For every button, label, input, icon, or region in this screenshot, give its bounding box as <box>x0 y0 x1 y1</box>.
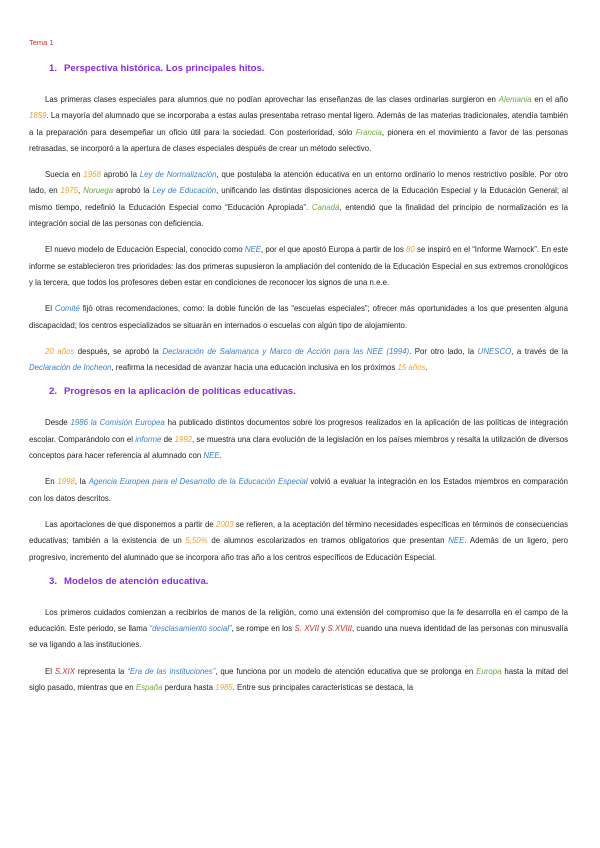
text-run: aprobó la <box>113 186 153 196</box>
text-run: hasta la mitad del siglo pasado, mientras que en <box>29 666 568 693</box>
topic-label: Tema 1 <box>29 38 54 47</box>
document-body <box>29 63 568 696</box>
text-run: . <box>219 451 222 461</box>
text-run: se inspiró en el “Informe Warnock”. En este informe se establecieron tres prioridades: las dos primeras supusieron la ampliación del contenido de la Educación Especial en sus extremos cronológicos y la tercera, que todos los profesores deben estar en condiciones de reconocer los signos de una n.e.e. <box>29 245 569 287</box>
highlighted-term: “desclasamiento social” <box>149 624 232 634</box>
paragraph <box>29 92 568 157</box>
paragraph <box>29 517 568 566</box>
highlighted-term: 2003 <box>215 519 234 529</box>
text-run: volvió a evaluar la integración en los Estados miembros en comparación con los datos descritos. <box>29 477 569 503</box>
text-run: y <box>319 624 328 634</box>
text-run: Desde <box>45 418 71 428</box>
highlighted-term: Alemania <box>498 95 532 104</box>
highlighted-term: S. XVII <box>294 624 320 634</box>
section-heading <box>49 63 568 74</box>
text-run: , la <box>74 477 89 487</box>
text-run: , que postulaba la atención educativa en un entorno ordinario lo menos restrictivo posible. Por otro lado, en <box>29 170 568 196</box>
highlighted-term: Canadá <box>311 202 340 212</box>
highlighted-term: 1968 <box>83 170 101 180</box>
text-run: Las aportaciones de que disponemos a partir de <box>45 519 216 529</box>
text-run: . Además de un ligero, pero progresivo, incremento del alumnado que se incorpora año tras año a los centros específicos de Educación Especial. <box>29 536 568 562</box>
text-run: ha publicado distintos documentos sobre los progresos realizados en la aplicación de las políticas de integración escolar. Comparándolo con el <box>29 418 569 444</box>
highlighted-term: Europa <box>476 666 502 676</box>
section-number: 1. <box>49 63 58 74</box>
text-run: aprobó la <box>100 170 140 180</box>
text-run: Las primeras clases especiales para alumnos que no podían aprovechar las enseñanzas de las clases ordinarias surgieron en <box>45 95 499 104</box>
text-run: , <box>77 186 84 196</box>
text-run: , se muestra una clara evolución de la legislación en los países miembros y resalta la utilización de diversos conceptos para hacer referencia al alumnado con <box>29 434 568 461</box>
text-run: , cuando una nueva identidad de las personas con minusvalía se va ligando a las instituciones. <box>29 624 568 650</box>
highlighted-term: 1998 <box>57 477 75 487</box>
highlighted-term: Noruega <box>83 186 114 196</box>
text-run: . <box>425 363 428 373</box>
text-run: , se rompe en los <box>231 624 295 634</box>
text-run: , entendió que la finalidad del principio de normalización es la integración social de las personas con deficiencia. <box>29 202 568 229</box>
section-number: 3. <box>49 575 58 587</box>
paragraph <box>29 605 568 654</box>
paragraph <box>29 301 568 334</box>
text-run: . Por otro lado, la <box>409 346 478 356</box>
highlighted-term: “Era de las instituciones” <box>127 666 216 676</box>
text-run: , pionera en el movimiento a favor de las personas retrasadas, se incorporó a la apertura de clases especiales después de crear un método selectivo. <box>29 127 568 153</box>
text-run: , a través de la <box>511 346 568 356</box>
highlighted-term: Ley de Educación <box>152 186 217 196</box>
section-title: Progresos en la aplicación de políticas educativas. <box>64 386 296 398</box>
highlighted-term: S.XIX <box>54 666 75 676</box>
highlighted-term: NEE <box>203 451 220 461</box>
highlighted-term: Comité <box>54 304 80 314</box>
text-run: , que funciona por un modelo de atención educativa que se prolonga en <box>215 666 477 676</box>
text-run: Los primeros cuidados comienzan a recibirlos de manos de la religión, como una extensión del compromiso que la fe desarrolla en el campo de la educación. Este periodo, se llama <box>29 607 568 634</box>
highlighted-term: UNESCO <box>477 346 512 356</box>
text-run: . La mayoría del alumnado que se incorporaba a estas aulas presentaba retraso mental ligero. Además de las materias tradicionales, atendía también a la preparación para desempeñar un oficio útil para la sociedad. Con posterioridad, sólo <box>29 111 568 137</box>
text-run: , por el que apostó Europa a partir de los <box>260 245 406 255</box>
text-run: Suecia en <box>45 170 84 180</box>
highlighted-term: 1859 <box>29 111 47 121</box>
highlighted-term: Francia <box>355 127 382 137</box>
text-run: se refieren, a la aceptación del término necesidades específicas en términos de consecuencias educativas; también a la existencia de un <box>29 519 568 546</box>
highlighted-term: 1992 <box>174 434 192 444</box>
text-run: perdura hasta <box>162 683 216 693</box>
text-run: de alumnos escolarizados en tramos obligatorios que presentan <box>207 536 449 546</box>
text-run: , reafirma la necesidad de avanzar hacia una educación inclusiva en los próximos <box>111 363 398 373</box>
highlighted-term: NEE <box>244 245 261 255</box>
highlighted-term: informe <box>135 434 162 444</box>
highlighted-term: 1986 la Comisión Europea <box>70 418 165 428</box>
text-run: El nuevo modelo de Educación Especial, conocido como <box>45 245 245 255</box>
text-run: En <box>45 477 58 487</box>
highlighted-term: 1985 <box>215 683 233 693</box>
paragraph <box>29 242 568 291</box>
highlighted-term: Declaración de Incheon <box>29 363 112 373</box>
paragraph <box>29 344 568 377</box>
section-heading <box>49 576 568 587</box>
highlighted-term: NEE <box>448 536 465 546</box>
highlighted-term: S.XVIII <box>327 624 352 634</box>
highlighted-term: 20 años <box>45 346 75 356</box>
highlighted-term: 5,50% <box>185 536 208 546</box>
text-run: El <box>45 666 55 676</box>
text-run: fijó otras recomendaciones, como: la doble función de las “escuelas especiales”; ofrecer más oportunidades a los que presenten alguna discapacidad; los centros especializados se situarán en internados o escuelas con algún tipo de alojamiento. <box>29 304 568 330</box>
text-run: de <box>161 434 175 444</box>
text-run: El <box>45 304 55 314</box>
paragraph <box>29 474 568 507</box>
text-run: en el año <box>531 95 568 104</box>
highlighted-term: 80 <box>406 245 415 255</box>
section-title: Modelos de atención educativa. <box>64 575 209 587</box>
paragraph <box>29 664 568 697</box>
text-run: después, se aprobó la <box>74 346 163 356</box>
highlighted-term: España <box>135 683 163 693</box>
text-run: , unificando las distintas disposiciones acerca de la Educación Especial y la Educación General; al mismo tiempo, redefinió la Educación Especial como “Educación Apropiada”. <box>29 186 569 212</box>
section-number: 2. <box>49 386 58 398</box>
paragraph <box>29 415 568 464</box>
highlighted-term: Declaración de Salamanca y Marco de Acción para las NEE (1994) <box>162 346 410 356</box>
highlighted-term: 15 años <box>397 363 426 373</box>
highlighted-term: Ley de Normalización <box>139 170 217 180</box>
section-title: Perspectiva histórica. Los principales hitos. <box>64 63 265 74</box>
highlighted-term: 1975 <box>60 186 78 196</box>
text-run: . Entre sus principales características se destaca, la <box>232 683 414 693</box>
highlighted-term: Agencia Europea para el Desarrollo de la Educación Especial <box>88 477 308 487</box>
text-run: representa la <box>74 666 128 676</box>
paragraph <box>29 167 568 232</box>
section-heading <box>49 386 568 397</box>
